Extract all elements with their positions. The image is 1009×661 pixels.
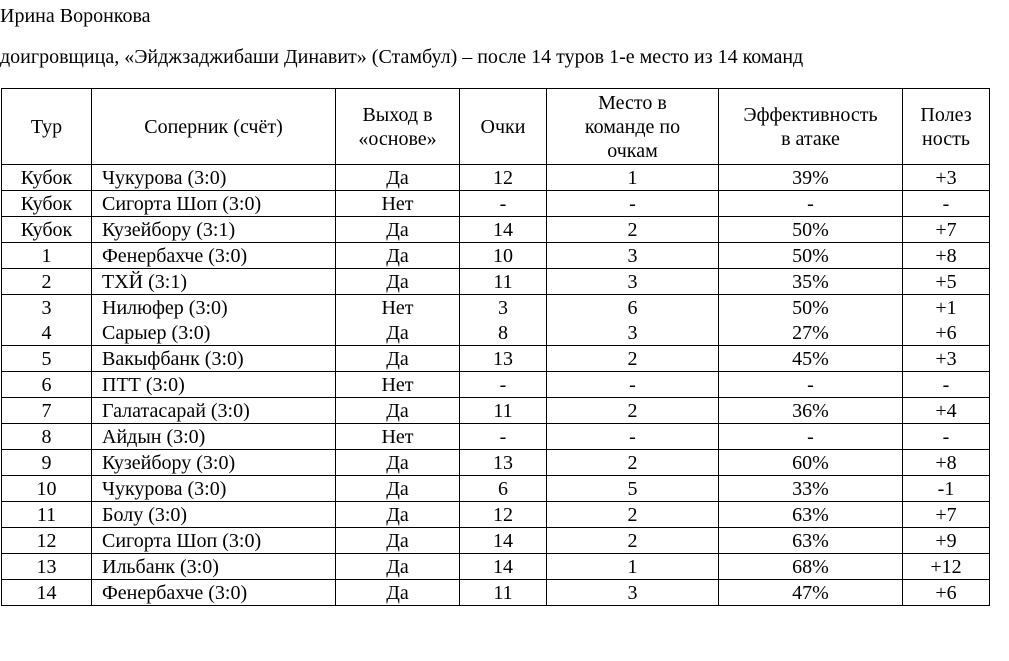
- cell-starter: Нет: [336, 372, 460, 398]
- cell-attack: 39%: [719, 165, 903, 191]
- cell-attack: 27%: [719, 320, 903, 346]
- cell-opponent: Кузейбору (3:1): [92, 217, 336, 243]
- cell-round: 10: [2, 476, 92, 502]
- cell-attack: 47%: [719, 580, 903, 606]
- cell-points: 8: [460, 320, 547, 346]
- cell-rank: 2: [547, 398, 719, 424]
- cell-round: 12: [2, 528, 92, 554]
- cell-round: 2: [2, 269, 92, 295]
- cell-rank: 3: [547, 320, 719, 346]
- cell-points: 11: [460, 580, 547, 606]
- table-row: [2, 165, 990, 191]
- cell-round: 13: [2, 554, 92, 580]
- cell-starter: Нет: [336, 295, 460, 321]
- header-attack-efficiency: Эффективность в атаке: [719, 89, 903, 165]
- cell-attack: 36%: [719, 398, 903, 424]
- cell-rank: 3: [547, 269, 719, 295]
- table-row: [2, 217, 990, 243]
- cell-attack: 63%: [719, 502, 903, 528]
- cell-opponent: Сигорта Шоп (3:0): [92, 528, 336, 554]
- cell-rank: 2: [547, 217, 719, 243]
- header-opponent: Соперник (счёт): [92, 89, 336, 165]
- cell-points: 14: [460, 217, 547, 243]
- cell-opponent: Сигорта Шоп (3:0): [92, 191, 336, 217]
- cell-points: -: [460, 191, 547, 217]
- header-points: Очки: [460, 89, 547, 165]
- cell-plus-minus: +3: [903, 346, 990, 372]
- cell-attack: -: [719, 372, 903, 398]
- cell-attack: 60%: [719, 450, 903, 476]
- cell-starter: Да: [336, 554, 460, 580]
- cell-round: 5: [2, 346, 92, 372]
- cell-round: 8: [2, 424, 92, 450]
- cell-rank: -: [547, 424, 719, 450]
- table-row: [2, 476, 990, 502]
- cell-starter: Да: [336, 398, 460, 424]
- cell-points: -: [460, 372, 547, 398]
- cell-rank: 1: [547, 165, 719, 191]
- cell-opponent: Болу (3:0): [92, 502, 336, 528]
- table-row: [2, 243, 990, 269]
- cell-points: 12: [460, 502, 547, 528]
- table-row: [2, 502, 990, 528]
- cell-starter: Да: [336, 580, 460, 606]
- cell-round: 11: [2, 502, 92, 528]
- header-rank: Место в команде по очкам: [547, 89, 719, 165]
- cell-rank: 2: [547, 528, 719, 554]
- table-row: [2, 295, 990, 321]
- cell-starter: Нет: [336, 191, 460, 217]
- table-row: [2, 269, 990, 295]
- cell-opponent: Чукурова (3:0): [92, 476, 336, 502]
- cell-attack: 35%: [719, 269, 903, 295]
- table-row: [2, 191, 990, 217]
- cell-starter: Да: [336, 476, 460, 502]
- cell-plus-minus: -: [903, 424, 990, 450]
- cell-opponent: ПТТ (3:0): [92, 372, 336, 398]
- cell-starter: Нет: [336, 424, 460, 450]
- cell-rank: 3: [547, 580, 719, 606]
- cell-starter: Да: [336, 320, 460, 346]
- cell-plus-minus: -: [903, 372, 990, 398]
- table-row: [2, 346, 990, 372]
- cell-plus-minus: +4: [903, 398, 990, 424]
- header-round: Тур: [2, 89, 92, 165]
- cell-attack: -: [719, 191, 903, 217]
- cell-plus-minus: -1: [903, 476, 990, 502]
- cell-opponent: Сарыер (3:0): [92, 320, 336, 346]
- cell-opponent: Чукурова (3:0): [92, 165, 336, 191]
- cell-points: 13: [460, 450, 547, 476]
- header-plus-minus: Полез ность: [903, 89, 990, 165]
- cell-round: Кубок: [2, 217, 92, 243]
- cell-plus-minus: +5: [903, 269, 990, 295]
- player-description: доигровщица, «Эйджзаджибаши Динавит» (Стамбул) – после 14 туров 1-е место из 14 команд: [0, 46, 804, 68]
- cell-round: 3: [2, 295, 92, 321]
- cell-round: Кубок: [2, 191, 92, 217]
- cell-opponent: Кузейбору (3:0): [92, 450, 336, 476]
- cell-starter: Да: [336, 502, 460, 528]
- cell-rank: 2: [547, 450, 719, 476]
- cell-starter: Да: [336, 269, 460, 295]
- cell-points: 3: [460, 295, 547, 321]
- cell-attack: 45%: [719, 346, 903, 372]
- cell-round: 6: [2, 372, 92, 398]
- cell-starter: Да: [336, 450, 460, 476]
- cell-opponent: Вакыфбанк (3:0): [92, 346, 336, 372]
- table-row: [2, 372, 990, 398]
- cell-attack: 50%: [719, 243, 903, 269]
- cell-plus-minus: +9: [903, 528, 990, 554]
- cell-attack: 63%: [719, 528, 903, 554]
- table-row: [2, 554, 990, 580]
- cell-rank: 2: [547, 346, 719, 372]
- cell-opponent: Фенербахче (3:0): [92, 580, 336, 606]
- cell-round: 9: [2, 450, 92, 476]
- cell-starter: Да: [336, 528, 460, 554]
- cell-attack: -: [719, 424, 903, 450]
- cell-starter: Да: [336, 165, 460, 191]
- cell-round: 14: [2, 580, 92, 606]
- cell-attack: 33%: [719, 476, 903, 502]
- cell-rank: 1: [547, 554, 719, 580]
- cell-points: 11: [460, 269, 547, 295]
- table-row: [2, 320, 990, 346]
- cell-plus-minus: +8: [903, 450, 990, 476]
- cell-opponent: Нилюфер (3:0): [92, 295, 336, 321]
- cell-points: 14: [460, 554, 547, 580]
- cell-plus-minus: +7: [903, 217, 990, 243]
- cell-attack: 68%: [719, 554, 903, 580]
- cell-points: 6: [460, 476, 547, 502]
- cell-opponent: Фенербахче (3:0): [92, 243, 336, 269]
- cell-plus-minus: -: [903, 191, 990, 217]
- cell-rank: 5: [547, 476, 719, 502]
- table-row: [2, 528, 990, 554]
- cell-plus-minus: +6: [903, 580, 990, 606]
- table-row: [2, 580, 990, 606]
- table-row: [2, 450, 990, 476]
- cell-round: Кубок: [2, 165, 92, 191]
- cell-rank: 3: [547, 243, 719, 269]
- cell-points: 14: [460, 528, 547, 554]
- cell-points: 13: [460, 346, 547, 372]
- cell-rank: 2: [547, 502, 719, 528]
- cell-points: 10: [460, 243, 547, 269]
- cell-points: 11: [460, 398, 547, 424]
- cell-plus-minus: +7: [903, 502, 990, 528]
- cell-opponent: Айдын (3:0): [92, 424, 336, 450]
- table-row: [2, 424, 990, 450]
- cell-plus-minus: +12: [903, 554, 990, 580]
- cell-round: 7: [2, 398, 92, 424]
- cell-opponent: Галатасарай (3:0): [92, 398, 336, 424]
- cell-rank: -: [547, 191, 719, 217]
- cell-attack: 50%: [719, 295, 903, 321]
- cell-round: 1: [2, 243, 92, 269]
- cell-round: 4: [2, 320, 92, 346]
- cell-rank: 6: [547, 295, 719, 321]
- cell-plus-minus: +6: [903, 320, 990, 346]
- cell-starter: Да: [336, 217, 460, 243]
- cell-plus-minus: +3: [903, 165, 990, 191]
- player-name: Ирина Воронкова: [0, 5, 151, 27]
- cell-starter: Да: [336, 346, 460, 372]
- cell-points: 12: [460, 165, 547, 191]
- cell-attack: 50%: [719, 217, 903, 243]
- cell-rank: -: [547, 372, 719, 398]
- cell-points: -: [460, 424, 547, 450]
- cell-starter: Да: [336, 243, 460, 269]
- table-row: [2, 398, 990, 424]
- cell-plus-minus: +1: [903, 295, 990, 321]
- header-starter: Выход в «основе»: [336, 89, 460, 165]
- header-row: [2, 89, 990, 165]
- cell-opponent: ТХЙ (3:1): [92, 269, 336, 295]
- cell-plus-minus: +8: [903, 243, 990, 269]
- cell-opponent: Ильбанк (3:0): [92, 554, 336, 580]
- stats-table: [1, 88, 990, 606]
